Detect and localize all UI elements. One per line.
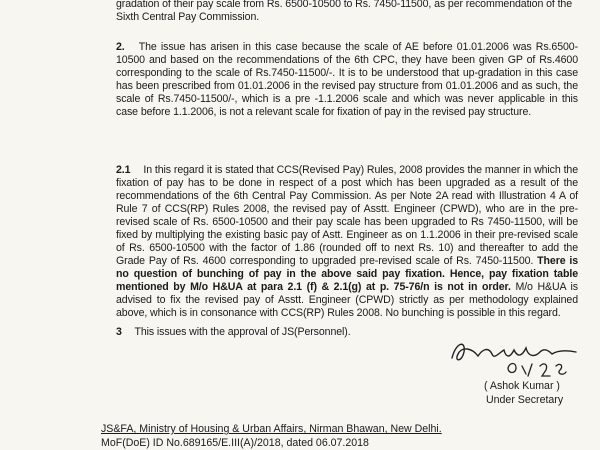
paragraph-3-text: This issues with the approval of JS(Personnel). bbox=[134, 326, 351, 338]
p1-line1: gradation of their pay scale from Rs. 6500-10500 to Rs. 7450-11500, as per recommendation of the bbox=[116, 0, 573, 10]
paragraph-3 bbox=[116, 326, 416, 339]
handwritten-signature bbox=[448, 336, 583, 380]
paragraph-2-1-tail-text: M/o H&UA is advised to fix the revised pay of Asstt. Engineer (CPWD) strictly as per methodology explained above, which is in consonance with CCS(RP) Rules 2008. No bunching is possible in this regard. bbox=[116, 281, 579, 319]
signatory-designation: Under Secretary bbox=[486, 394, 564, 406]
paragraph-1-fragment bbox=[116, 0, 578, 24]
paragraph-2-number: 2. bbox=[116, 41, 125, 53]
paragraph-2-1 bbox=[116, 164, 578, 320]
paragraph-3-number: 3 bbox=[116, 326, 122, 338]
address-line: JS&FA, Ministry of Housing & Urban Affairs, Nirman Bhawan, New Delhi. bbox=[101, 423, 442, 435]
p1-line2: Sixth Central Pay Commission. bbox=[116, 11, 260, 23]
reference-line: MoF(DoE) ID No.689165/E.III(A)/2018, dated 06.07.2018 bbox=[101, 437, 369, 449]
paragraph-2-text: The issue has arisen in this case because the scale of AE before 01.01.2006 was Rs.6500-10500 and based on the recommendations of the 6th CPC, they have been given GP of Rs.4600 corresponding to the scale of Rs.7450-11500/-. It is to be understood that up-gradation in this case has been prescribed from 01.01.2006 in the revised pay structure from 01.01.2006 and as such, the scale of Rs.7450-11500/-, which is a pre -1.1.2006 scale and which was never applicable in this case before 1.1.2006, is not a relevant scale for fixation of pay in the revised pay structure. bbox=[116, 41, 578, 118]
paragraph-2 bbox=[116, 41, 578, 119]
paragraph-2-1-number: 2.1 bbox=[116, 164, 131, 176]
paragraph-2-1-bold-text: There is no question of bunching of pay in the above said pay fixation. Hence, pay fixation table mentioned by M/o H&UA at para 2.1 (f) & 2.1(g) at p. 75-76/n is not in order. bbox=[116, 255, 579, 293]
signatory-name: ( Ashok Kumar ) bbox=[484, 380, 560, 392]
paragraph-2-1-text: In this regard it is stated that CCS(Revised Pay) Rules, 2008 provides the manner in which the fixation of pay has to be done in respect of a post which has been upgraded as a result of the recommendations of the 6th Central Pay Commission. As per Note 2A read with Illustration 4 A of Rule 7 of CCS(RP) Rules 2008, the revised pay of Asstt. Engineer (CPWD), who are in the pre-revised scale of Rs. 6500-10500 and their pay scale has been upgraded to Rs 7450-11500, will be fixed by multiplying the existing basic pay of Astt. Engineer as on 1.1.2006 in their pre-revised scale of Rs. 6500-10500 with the factor of 1.86 (rounded off to next Rs. 10) and thereafter to add the Grade Pay of Rs. 4600 corresponding to upgraded pre-revised scale of Rs. 7450-11500. bbox=[116, 164, 578, 267]
